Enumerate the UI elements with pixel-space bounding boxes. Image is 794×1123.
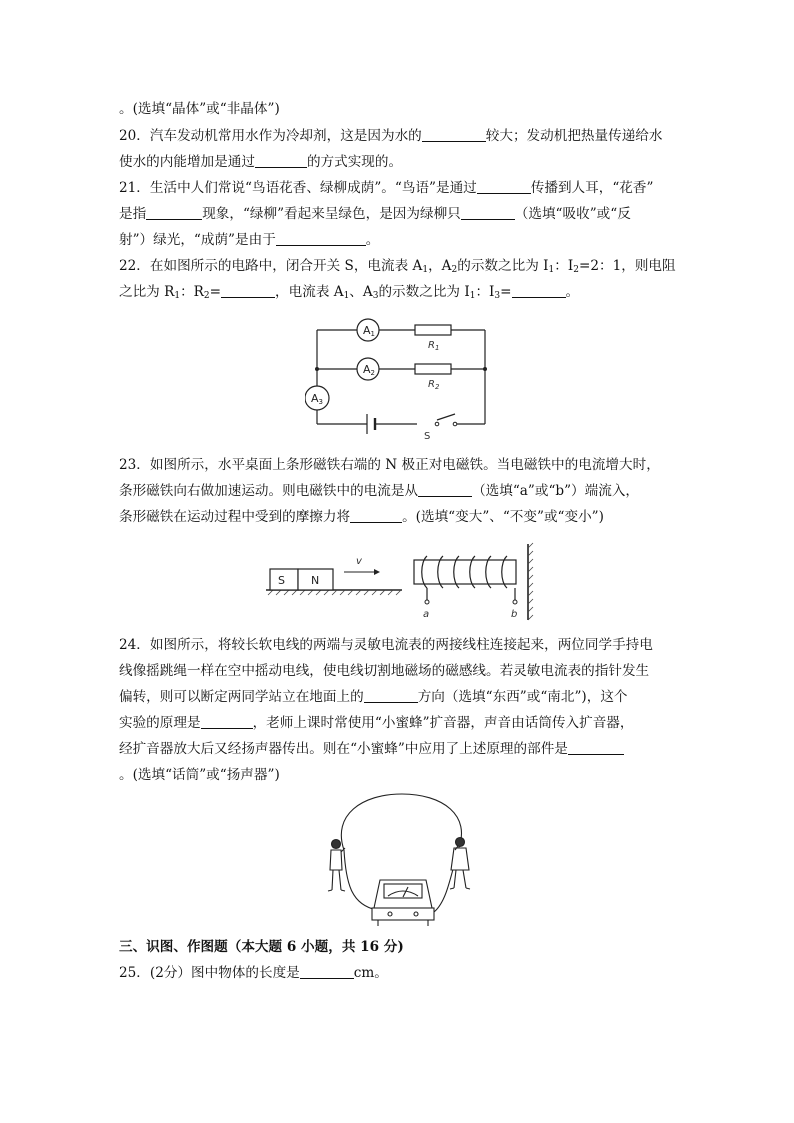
q20-line-2 (119, 153, 679, 171)
q23-blank-1[interactable] (418, 482, 472, 497)
q24-text: 实验的原理是 (119, 715, 201, 731)
q25-text: 25．(2分）图中物体的长度是 (119, 965, 300, 981)
q21-text: 传播到人耳，“花香” (530, 180, 654, 196)
subscript: 2 (203, 291, 210, 301)
q21-line-3 (119, 231, 679, 249)
subscript: 1 (174, 291, 181, 301)
q23-text: 条形磁铁在运动过程中受到的摩擦力将 (119, 509, 351, 525)
label: R (428, 340, 435, 351)
ammeter-a1 (357, 319, 379, 341)
q25-line-1 (119, 964, 679, 982)
electromagnet-diagram (262, 540, 542, 622)
q22-text: 的示数之比为 I (457, 258, 549, 274)
q23-text: 条形磁铁向右做加速运动。则电磁铁中的电流是从 (119, 483, 419, 499)
subscript: 1 (548, 265, 555, 275)
label: 3 (318, 398, 323, 406)
q24-blank-1[interactable] (364, 688, 418, 703)
q22-text: =2：1，则电阻 (578, 258, 676, 274)
subscript: 1 (343, 291, 350, 301)
q24-text: 。(选填“话筒”或“扬声器”) (119, 767, 280, 783)
q22-blank-1[interactable] (221, 283, 275, 298)
electromagnet (414, 556, 517, 620)
subscript: 1 (422, 265, 429, 275)
label: A (363, 324, 371, 337)
table-surface (266, 590, 402, 595)
subscript: 2 (573, 265, 579, 275)
q20-text: 的方式实现的。 (306, 154, 403, 170)
junction-dot (315, 367, 319, 371)
q20-line-1 (119, 127, 679, 145)
label: 2 (370, 369, 375, 377)
ammeter-a2 (357, 358, 379, 380)
galvanometer (372, 880, 434, 926)
q22-text: 。 (565, 284, 580, 300)
q22-blank-2[interactable] (512, 283, 566, 298)
line-q19-tail (119, 100, 679, 118)
q22-text: 22．在如图所示的电路中，闭合开关 S，电流表 A (119, 258, 423, 274)
velocity-label: v (356, 556, 362, 567)
q21-text: 21．生活中人们常说“鸟语花香、绿柳成荫”。“鸟语”是通过 (119, 180, 477, 196)
label: A (363, 363, 371, 376)
ammeter-a3 (305, 386, 329, 410)
q23-line-3 (119, 508, 679, 526)
q22-text: = (209, 284, 222, 300)
q24-line-5 (119, 740, 679, 758)
q21-blank-2[interactable] (146, 205, 202, 220)
svg-text:R2 (428, 379, 440, 391)
label: A (311, 392, 319, 405)
q23-blank-2[interactable] (350, 508, 402, 523)
q20-blank-2[interactable] (255, 153, 307, 168)
q22-text: 之比为 R (119, 284, 175, 300)
q24-line-6 (119, 766, 679, 784)
q24-line-3 (119, 688, 679, 706)
q24-text: 经扩音器放大后又经扬声器传出。则在“小蜜蜂”中应用了上述原理的部件是 (119, 741, 568, 757)
resistor-r2 (415, 364, 451, 391)
q23-line-2 (119, 482, 679, 500)
battery (367, 414, 375, 434)
q21-text: 。 (365, 232, 380, 248)
bar-magnet (270, 569, 333, 590)
junction-dot (483, 367, 487, 371)
q21-line-2 (119, 205, 679, 223)
q22-text: ：R (180, 284, 204, 300)
q20-text: 使水的内能增加是通过 (119, 154, 255, 170)
switch-s (424, 422, 457, 442)
q22-text: ，A (428, 258, 452, 274)
subscript: 2 (451, 265, 458, 275)
wall (528, 543, 533, 620)
q22-line-1 (119, 257, 679, 279)
q24-text: 线像摇跳绳一样在空中摇动电线，使电线切割地磁场的磁感线。若灵敏电流表的指针发生 (119, 663, 650, 679)
label: 1 (434, 344, 440, 352)
student-left (328, 840, 345, 892)
q24-text: 方向（选填“东西”或“南北”)，这个 (417, 689, 628, 705)
q22-line-2 (119, 283, 679, 305)
q22-text: 、A (349, 284, 373, 300)
q23-text: （选填“a”或“b”）端流入， (472, 483, 640, 499)
q23-text: 23．如图所示，水平桌面上条形磁铁右端的 N 极正对电磁铁。当电磁铁中的电流增大时， (119, 457, 660, 473)
q20-text: 20．汽车发动机常用水作为冷却剂，这是因为水的 (119, 128, 422, 144)
label: 1 (370, 330, 375, 338)
q19-tail-text: 。(选填“晶体”或“非晶体”) (119, 101, 280, 117)
swinging-wire-diagram (322, 790, 482, 928)
label: R (428, 379, 435, 390)
q21-line-1 (119, 179, 679, 197)
resistor-r1 (415, 325, 451, 352)
q24-line-1 (119, 636, 679, 654)
south-pole-label: S (278, 574, 285, 587)
q23-line-1 (119, 456, 679, 474)
q20-blank-1[interactable] (422, 127, 486, 142)
subscript: 3 (494, 291, 501, 301)
q24-line-2 (119, 662, 679, 680)
q21-blank-4[interactable] (276, 231, 366, 246)
student-right (450, 838, 470, 890)
q21-blank-3[interactable] (461, 205, 515, 220)
terminal-b-label: b (511, 609, 518, 620)
q21-text: 是指 (119, 206, 147, 222)
wire-left (344, 850, 377, 910)
q24-line-4 (119, 714, 679, 732)
q24-text: ，老师上课时常使用“小蜜蜂”扩音器，声音由话筒传入扩音器， (252, 715, 634, 731)
switch-label: S (424, 431, 431, 442)
label: 2 (434, 383, 440, 391)
q21-text: 现象，“绿柳”看起来呈绿色，是因为绿柳只 (202, 206, 461, 222)
q21-text: 射”）绿光，“成荫”是由于 (119, 232, 276, 248)
q24-text: 24．如图所示，将较长软电线的两端与灵敏电流表的两接线柱连接起来，两位同学手持电 (119, 637, 653, 653)
subscript: 1 (469, 291, 476, 301)
q25-blank-1[interactable] (300, 964, 354, 979)
circuit-diagram (305, 312, 495, 444)
svg-text:R1 (428, 340, 439, 352)
q22-text: = (500, 284, 512, 300)
subscript: 3 (372, 291, 379, 301)
q25-text: cm。 (353, 965, 388, 981)
section-3-text: 三、识图、作图题（本大题 6 小题，共 16 分) (119, 939, 404, 955)
q21-text: （选填“吸收”或“反 (514, 206, 631, 222)
circuit-wires (317, 330, 485, 424)
q20-text: 较大；发动机把热量传递给水 (485, 128, 663, 144)
velocity-arrow (344, 556, 380, 575)
section-3-heading (119, 938, 679, 956)
q24-text: 偏转，则可以断定两同学站立在地面上的 (119, 689, 364, 705)
q24-blank-2[interactable] (201, 714, 253, 729)
q22-text: ：I (554, 258, 574, 274)
q24-blank-3[interactable] (568, 740, 624, 755)
q22-text: ，电流表 A (275, 284, 344, 300)
north-pole-label: N (311, 574, 320, 587)
q21-blank-1[interactable] (477, 179, 531, 194)
q23-text: 。(选填“变大”、“不变”或“变小”) (402, 509, 604, 525)
q22-text: 的示数之比为 I (378, 284, 470, 300)
q22-text: ：I (475, 284, 495, 300)
terminal-a-label: a (423, 609, 430, 620)
